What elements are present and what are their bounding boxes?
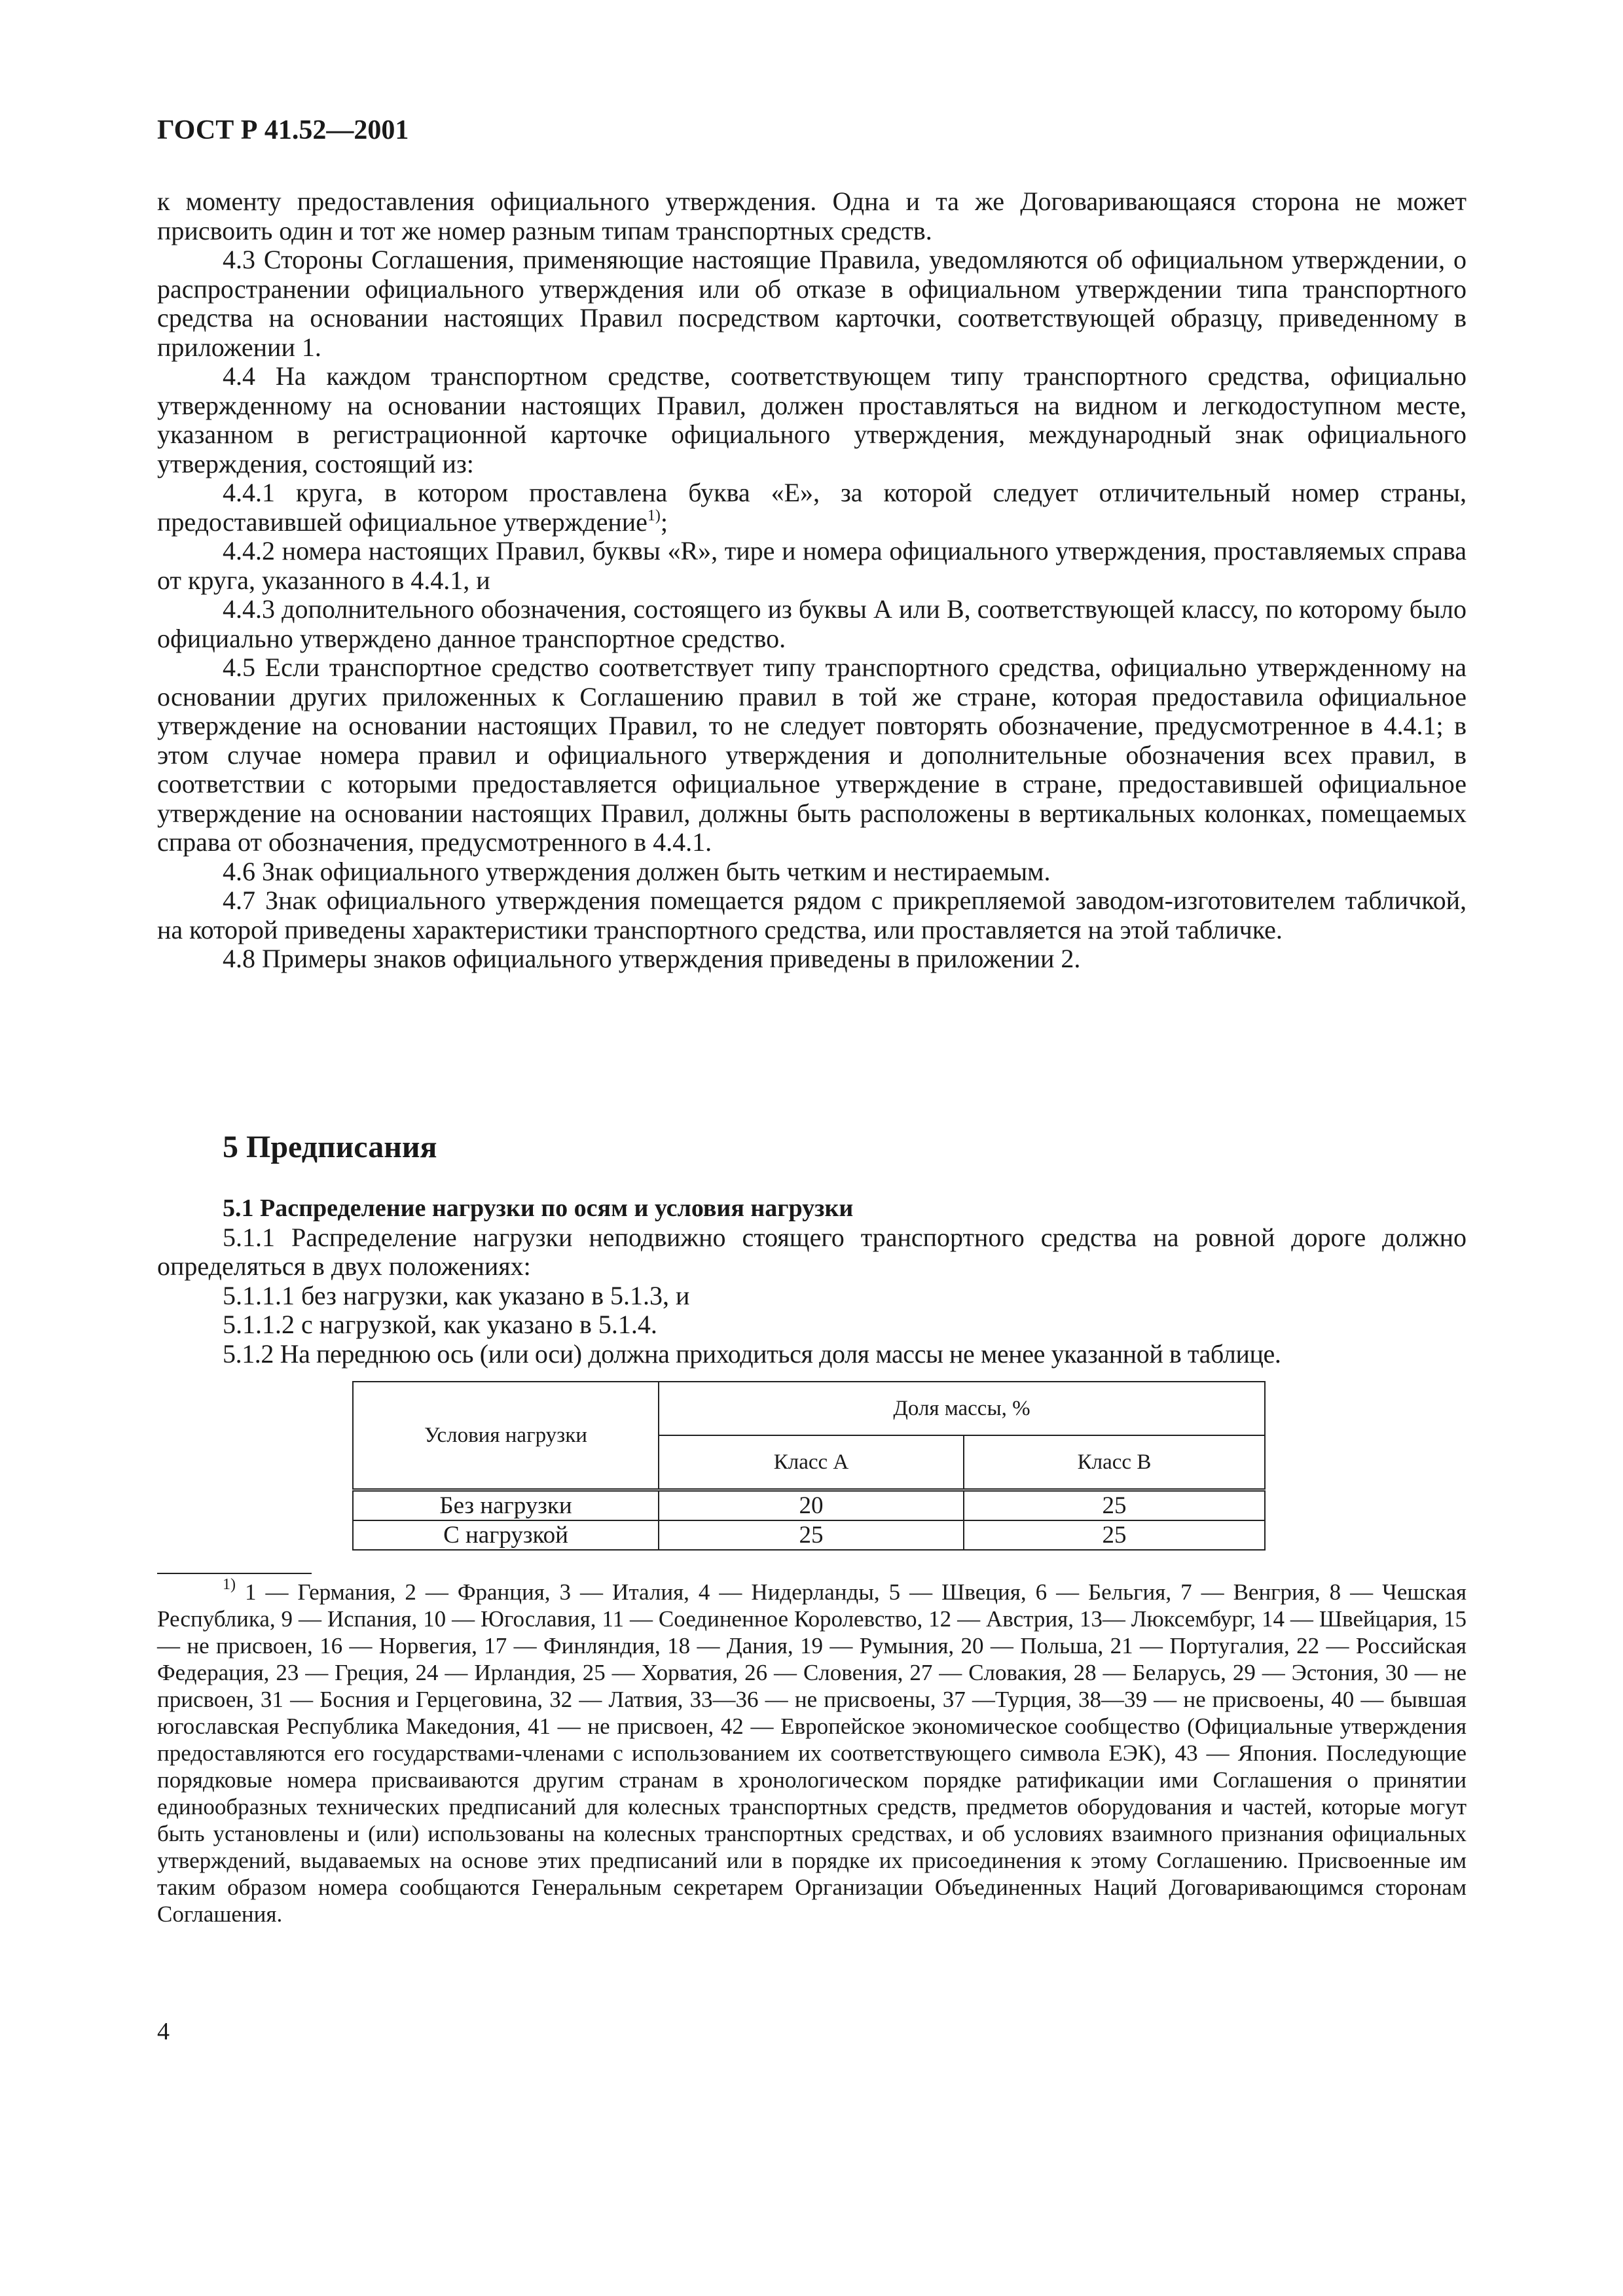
paragraph-4-4-1-end: ;: [660, 507, 668, 537]
footnote-separator: [157, 1573, 312, 1574]
header-class-b: Класс В: [964, 1435, 1265, 1490]
table-row: [353, 1490, 1265, 1521]
footnote-reference: 1): [647, 507, 661, 524]
footnote: [157, 1576, 1467, 1928]
cell-condition: С нагрузкой: [353, 1520, 659, 1550]
paragraph-5-1-1-1: 5.1.1.1 без нагрузки, как указано в 5.1.3, и: [223, 1280, 690, 1310]
paragraph-4-4-2: 4.4.2 номера настоящих Правил, буквы «R», тире и номера официального утверждения, проставляемых справа от круга, указанного в 4.4.1, и: [157, 536, 1467, 595]
cell-class-b: 25: [964, 1520, 1265, 1550]
paragraph-4-6: 4.6 Знак официального утверждения должен быть четким и нестираемым.: [223, 856, 1051, 886]
page-number: 4: [157, 2018, 170, 2045]
paragraph-4-3: 4.3 Стороны Соглашения, применяющие настоящие Правила, уведомляются об официальном утверждении, о распространении официального утверждения или об отказе в официальном утверждении типа транспортного средства на основании настоящих Правил посредством карточки, соответствующей образцу, приведенному в приложении 1.: [157, 245, 1467, 362]
paragraph-4-4: 4.4 На каждом транспортном средстве, соответствующем типу транспортного средства, официально утвержденному на основании настоящих Правил, должен проставляться на видном и легкодоступном месте, указанном в регистрационной карточке официального утверждения, международный знак официального утверждения, состоящий из:: [157, 361, 1467, 478]
subsection-5-1-heading: 5.1 Распределение нагрузки по осям и условия нагрузки: [223, 1194, 854, 1222]
paragraph-continuation: к моменту предоставления официального утверждения. Одна и та же Договаривающаяся сторона не может присвоить один и тот же номер разным типам транспортных средств.: [157, 187, 1467, 245]
header-mass-share: Доля массы, %: [659, 1382, 1265, 1435]
header-conditions: Условия нагрузки: [353, 1382, 659, 1490]
header-class-a: Класс А: [659, 1435, 964, 1490]
footnote-body: 1 — Германия, 2 — Франция, 3 — Италия, 4 — Нидерланды, 5 — Швеция, 6 — Бельгия, 7 — Венгрия, 8 — Чешская Республика, 9 — Испания, 10 — Югославия, 11 — Соединенное Королевство, 12 — Австрия, 13— Люксембург, 14 — Швейцария, 15 — не присвоен, 16 — Норвегия, 17 — Финляндия, 18 — Дания, 19 — Румыния, 20 — Польша, 21 — Португалия, 22 — Российская Федерация, 23 — Греция, 24 — Ирландия, 25 — Хорватия, 26 — Словения, 27 — Словакия, 28 — Беларусь, 29 — Эстония, 30 — не присвоен, 31 — Босния и Герцеговина, 32 — Латвия, 33—36 — не присвоены, 37 —Турция, 38—39 — не присвоены, 40 — бывшая югославская Республика Македония, 41 — не присвоен, 42 — Европейское экономическое сообщество (Официальные утверждения предоставляются его государствами-членами с использованием их соответствующего символа ЕЭК), 43 — Япония. Последующие порядковые номера присваиваются другим странам в хронологическом порядке ратификации ими Соглашения о принятии единообразных технических предписаний для колесных транспортных средств, предметов оборудования и частей, которые могут быть установлены и (или) использованы на колесных транспортных средствах, и об условиях взаимного признания официальных утверждений, выдаваемых на основе этих предписаний или в порядке их присоединения к этому Соглашению. Присвоенные им таким образом номера сообщаются Генеральным секретарем Организации Объединенных Наций Договаривающимся сторонам Соглашения.: [157, 1579, 1467, 1927]
paragraph-5-1-1: 5.1.1 Распределение нагрузки неподвижно стоящего транспортного средства на ровной дороге должно определяться в двух положениях:: [157, 1222, 1467, 1281]
footnote-text: [157, 1576, 1467, 1928]
paragraph-4-5: 4.5 Если транспортное средство соответствует типу транспортного средства, официально утвержденному на основании других приложенных к Соглашению правил в той же стране, которая предоставила официальное утверждение на основании настоящих Правил, то не следует повторять обозначение, предусмотренное в 4.4.1; в этом случае номера правил и официального утверждения и дополнительные обозначения всех правил, в соответствии с которыми предоставляется официальное утверждение в стране, предоставившей официальное утверждение на основании настоящих Правил, должны быть расположены в вертикальных колонках, помещаемых справа от обозначения, предусмотренного в 4.4.1.: [157, 653, 1467, 857]
cell-class-b: 25: [964, 1490, 1265, 1521]
paragraph-4-8: 4.8 Примеры знаков официального утверждения приведены в приложении 2.: [223, 944, 1081, 973]
footnote-marker: 1): [223, 1576, 236, 1593]
section-4-body: [157, 187, 1467, 974]
section-5-heading: 5 Предписания: [223, 1130, 437, 1164]
paragraph-5-1-2: 5.1.2 На переднюю ось (или оси) должна приходиться доля массы не менее указанной в таблице.: [223, 1338, 1281, 1369]
document-header: ГОСТ Р 41.52—2001: [157, 115, 409, 145]
paragraph-4-4-1: [157, 478, 1467, 537]
table-row: [353, 1520, 1265, 1550]
paragraph-4-4-1-text: 4.4.1 круга, в котором проставлена буква «Е», за которой следует отличительный номер страны, предоставившей официальное утверждение: [157, 478, 1467, 537]
paragraph-4-4-3: 4.4.3 дополнительного обозначения, состоящего из буквы А или В, соответствующей классу, по которому было официально утверждено данное транспортное средство.: [157, 594, 1467, 653]
cell-class-a: 20: [659, 1490, 964, 1521]
cell-condition: Без нагрузки: [353, 1490, 659, 1521]
cell-class-a: 25: [659, 1520, 964, 1550]
paragraph-4-7: 4.7 Знак официального утверждения помещается рядом с прикрепляемой заводом-изготовителем табличкой, на которой приведены характеристики транспортного средства, или проставляется на этой табличке.: [157, 886, 1467, 944]
mass-distribution-table: [352, 1381, 1266, 1551]
paragraph-5-1-1-2: 5.1.1.2 с нагрузкой, как указано в 5.1.4.: [223, 1310, 657, 1339]
section-5-body: [157, 1194, 1467, 1369]
